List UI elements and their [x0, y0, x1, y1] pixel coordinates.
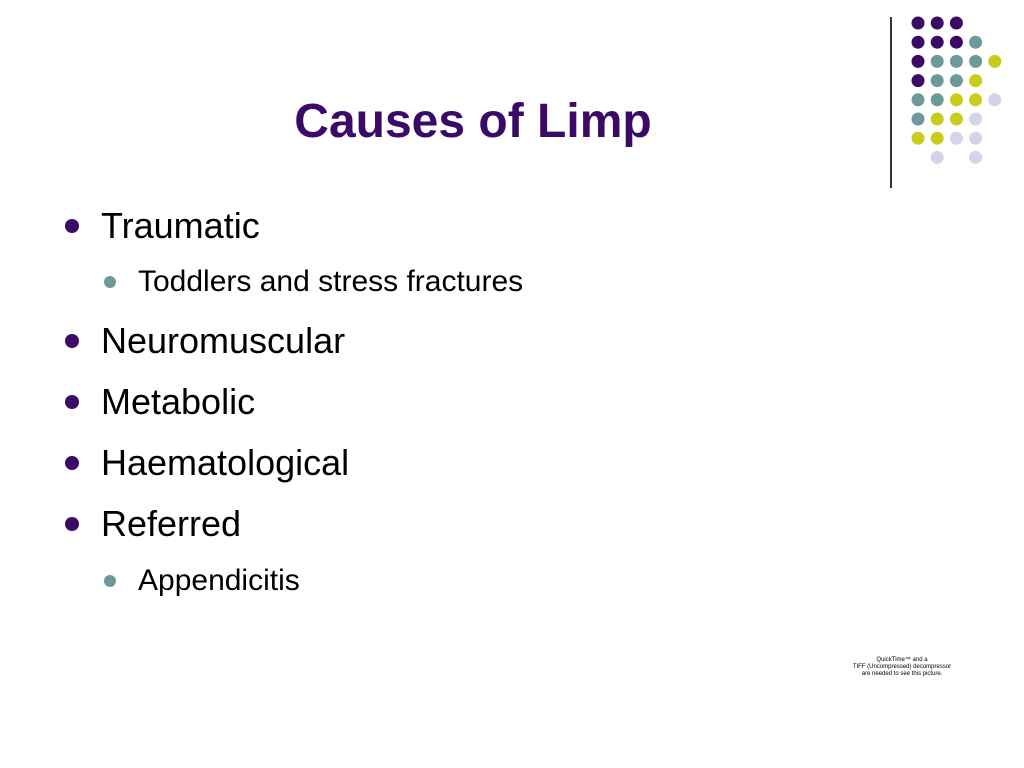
bullet-item	[65, 319, 345, 363]
media-placeholder-notice	[840, 657, 964, 678]
bullet-dot-icon	[65, 517, 79, 531]
bullet-text: Toddlers and stress fractures	[138, 265, 524, 298]
bullet-item	[65, 441, 349, 485]
sub-bullet-item	[104, 263, 523, 301]
bullet-text: Referred	[101, 503, 242, 544]
bullet-text: Appendicitis	[138, 564, 300, 597]
sub-bullet-dot-icon	[104, 276, 116, 288]
placeholder-line: QuickTime™ and a	[876, 657, 928, 663]
bullet-text: Metabolic	[101, 381, 256, 422]
sub-bullet-item	[104, 562, 300, 600]
bullet-item	[65, 380, 255, 424]
bullet-text: Traumatic	[101, 205, 260, 246]
bullet-dot-icon	[65, 456, 79, 470]
placeholder-line: are needed to see this picture.	[861, 671, 943, 677]
bullet-item	[65, 502, 241, 546]
sub-bullet-dot-icon	[104, 575, 116, 587]
bullet-item	[65, 204, 260, 248]
bullet-dot-icon	[65, 395, 79, 409]
placeholder-line: TIFF (Uncompressed) decompressor	[852, 664, 952, 670]
bullet-text: Neuromuscular	[101, 320, 346, 361]
slide-title: Causes of Limp	[294, 95, 652, 148]
bullet-dot-icon	[65, 219, 79, 233]
bullet-dot-icon	[65, 334, 79, 348]
bullet-text: Haematological	[101, 442, 350, 483]
